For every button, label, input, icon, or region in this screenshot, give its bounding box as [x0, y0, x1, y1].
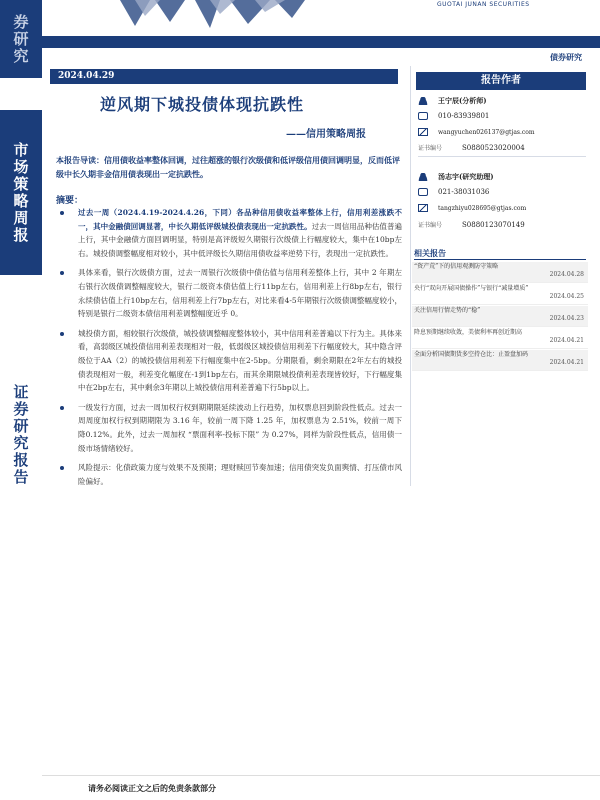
company-logo-text: GUOTAI JUNAN SECURITIES — [437, 1, 530, 8]
author-cert-row — [418, 143, 525, 152]
band-report-series: 市场策略周报 — [0, 110, 42, 275]
related-report[interactable] — [412, 262, 588, 283]
author-email-row — [418, 204, 526, 212]
bullet-icon — [60, 466, 64, 470]
related-report-title[interactable]: 关注信用行情走势的“稳” — [414, 307, 481, 314]
summary-item — [60, 266, 402, 320]
related-underline — [414, 259, 586, 260]
author-email-row — [418, 128, 535, 136]
bullet-icon — [60, 271, 64, 275]
bullet-icon — [60, 406, 64, 410]
mail-icon — [418, 204, 428, 212]
left-sidebar — [0, 0, 42, 800]
summary-item — [60, 461, 402, 488]
related-reports-list — [412, 262, 588, 372]
mail-icon — [418, 128, 428, 136]
summary-title: 摘要： — [56, 196, 84, 206]
author-name-row — [418, 96, 487, 106]
author-section-title: 报告作者 — [416, 72, 586, 90]
summary-list — [60, 206, 402, 494]
report-date: 2024.04.29 — [50, 69, 398, 84]
related-report[interactable] — [412, 306, 588, 327]
author-cert: S0880123070149 — [462, 220, 525, 229]
related-reports-title: 相关报告 — [414, 248, 446, 258]
band-report-kind: 证券研究报告 — [0, 355, 42, 515]
related-report[interactable] — [412, 328, 588, 349]
cert-label: 证书编号 — [418, 145, 443, 152]
phone-icon — [418, 112, 428, 120]
top-header — [0, 0, 600, 34]
bullet-icon — [60, 332, 64, 336]
author-phone: 021-38031036 — [438, 188, 490, 196]
author-email[interactable]: tangzhiyu028695@gtjas.com — [438, 204, 527, 212]
author-email[interactable]: wangyuchen026137@gtjas.com — [438, 128, 535, 136]
related-report[interactable] — [412, 350, 588, 371]
related-report-title[interactable]: 降息预期继续收敛，美债利率再创近期高 — [414, 329, 523, 336]
related-report[interactable] — [412, 284, 588, 305]
report-title: 逆风期下城投债体现抗跌性 — [100, 95, 305, 114]
header-bar — [42, 36, 600, 48]
summary-item-text: 风险提示：化债政策力度与效果不及预期；理财赎回节奏加速；信用债突发负面舆情、打压债市风险偏好。 — [78, 463, 402, 486]
disclaimer-footer: 请务必阅读正文之后的免责条款部分 — [88, 783, 216, 793]
related-report-title[interactable]: “资产荒”下的信用观测防守策略 — [414, 263, 499, 270]
author-name: 汤志宇(研究助理) — [438, 172, 494, 181]
author-cert-row — [418, 220, 525, 229]
author-separator — [418, 156, 586, 157]
related-report-date: 2024.04.25 — [549, 293, 584, 300]
summary-item-text: 城投债方面，相较银行次级债，城投债调整幅度整体较小，其中信用利差普遍以下行为主。具体来看，高弱级区城投债信用利差表现相对一般，低弱级区城投债信用利差下行幅度较大，其中隐含评级位于AA（2）的城投债信用利差下行幅度集中在2-5bp。分期限看，剩余期限在2年左右的城投债表现相对一般，利差变化幅度在-1到1bp左右，而其余期限城投债利差表现皆较好，下行幅度集中在2bp左右，其中剩余3年期以上城投债信用利差普遍下行5bp以上。 — [78, 328, 402, 393]
phone-icon — [418, 188, 428, 196]
summary-item-text: 一级发行方面，过去一周加权行权到期期限延续波动上行趋势，加权票息回到阶段性低点。过去一周周度加权行权到期期限为 3.16 年，较前一周下降 1.25 年，加权票息为 2.51%，较前一周下降0.12%。此外，过去一周加权 “票面利率-投标下限” 为 0.27%，同样为阶段性低点，信用债一级市场情绪较好。 — [78, 402, 402, 453]
column-divider — [410, 66, 411, 486]
footer-divider — [42, 775, 600, 776]
related-report-date: 2024.04.21 — [549, 359, 584, 366]
summary-item — [60, 401, 402, 455]
author-name-row — [418, 172, 494, 182]
header-decoration — [60, 0, 340, 30]
cert-label: 证书编号 — [418, 222, 443, 229]
bullet-icon — [60, 211, 64, 215]
summary-item — [60, 206, 402, 260]
author-phone-row — [418, 188, 489, 196]
related-report-date: 2024.04.28 — [549, 271, 584, 278]
person-icon — [418, 173, 428, 181]
related-report-date: 2024.04.21 — [549, 337, 584, 344]
related-report-title[interactable]: 央行“双向开展国债操作”与银行“减量增质” — [414, 285, 529, 292]
report-type: 债券研究 — [550, 52, 582, 62]
band-top: 券研究 — [0, 0, 42, 78]
report-subtitle: ——信用策略周报 — [286, 129, 366, 140]
summary-item-text: 过去一周信用品种估值普遍上行，其中金融债方面回调明显，特别是高评级短久期银行次级债上行幅度较大，集中在10bp左右。城投债调整幅度相对较小，其中低评级长久期信用债收益率逆势下行，表现出一定抗跌性。 — [78, 221, 403, 258]
author-phone-row — [418, 112, 489, 120]
summary-item-highlight: 过去一周（2024.4.19-2024.4.26，下同）各品种信用债收益率整体上行，信用利差涨跌不一，其中金融债回调显著，中长久期低评级城投债表现出一定抗跌性。 — [78, 208, 402, 231]
report-guide: 本报告导读：信用债收益率整体回调，过往超涨的银行次级债和低评级信用债回调明显，反而低评级中长久期非金信用债表现出一定抗跌性。 — [56, 155, 400, 179]
author-cert: S0880523020004 — [462, 143, 525, 152]
author-name: 王宁辰(分析师) — [438, 96, 487, 105]
related-report-title[interactable]: 全面分析国债期货多空持仓比：止盈盘加码 — [414, 351, 529, 358]
related-report-date: 2024.04.23 — [549, 315, 584, 322]
summary-item — [60, 327, 402, 395]
summary-item-text: 具体来看，银行次级债方面，过去一周银行次级债中债估值与信用利差整体上行，其中 2 年期左右银行次级债调整幅度较大，银行二级资本债估值上行11bp左右，信用利差上行8bp左右，银行永续债估值上行10bp左右，信用利差上行7bp左右，对比来看4-5年期银行次级债调整幅度较小，特别是银行二级资本债信用利差调整幅度近乎 0。 — [78, 268, 402, 319]
author-phone: 010-83939801 — [438, 112, 490, 120]
person-icon — [418, 97, 428, 105]
